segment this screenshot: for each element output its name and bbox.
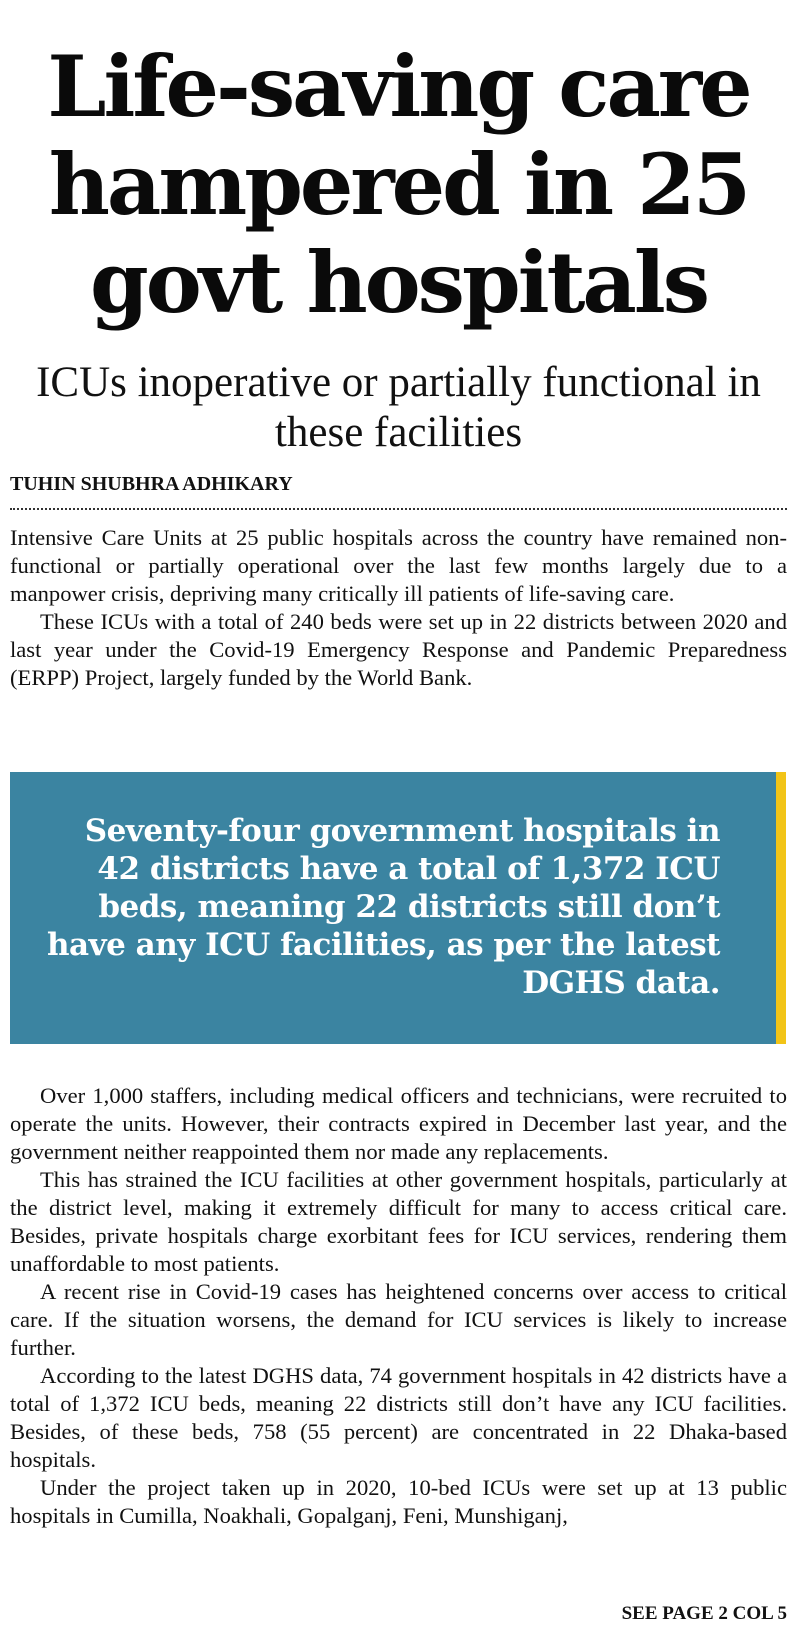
- article-body-bottom: [10, 1082, 787, 1530]
- article-body-top: [10, 524, 787, 692]
- byline: TUHIN SHUBHRA ADHIKARY: [10, 473, 293, 495]
- continuation-reference: SEE PAGE 2 COL 5: [621, 1603, 787, 1624]
- dotted-divider: [10, 508, 787, 510]
- paragraph: These ICUs with a total of 240 beds were set up in 22 districts between 2020 and last year under the Covid-19 Emergency Response and Pandemic Preparedness (ERPP) Project, largely funded by the World Bank.: [10, 609, 787, 690]
- pull-quote-box: [10, 772, 776, 1044]
- paragraph: Intensive Care Units at 25 public hospitals across the country have remained non-functional or partially operational over the last few months largely due to a manpower crisis, depriving many critically ill patients of life-saving care.: [10, 525, 787, 606]
- paragraph: Over 1,000 staffers, including medical officers and technicians, were recruited to operate the units. However, their contracts expired in December last year, and the government neither reappointed them nor made any replacements.: [10, 1083, 787, 1164]
- paragraph: This has strained the ICU facilities at other government hospitals, particularly at the district level, making it extremely difficult for many to access critical care. Besides, private hospitals charge exorbitant fees for ICU services, rendering them unaffordable to most patients.: [10, 1167, 787, 1276]
- paragraph: According to the latest DGHS data, 74 government hospitals in 42 districts have a total of 1,372 ICU beds, meaning 22 districts still don’t have any ICU facilities. Besides, of these beds, 758 (55 percent) are concentrated in 22 Dhaka-based hospitals.: [10, 1363, 787, 1472]
- pull-quote-text: Seventy-four government hospitals in 42 districts have a total of 1,372 ICU beds, meaning 22 districts still don’t have any ICU facilities, as per the latest DGHS data.: [47, 813, 720, 1001]
- subheadline: ICUs inoperative or partially functional in these facilities: [36, 359, 761, 456]
- pull-quote-accent-bar: [776, 772, 786, 1044]
- paragraph: Under the project taken up in 2020, 10-bed ICUs were set up at 13 public hospitals in Cumilla, Noakhali, Gopalganj, Feni, Munshiganj,: [10, 1475, 787, 1528]
- headline: Life-saving care hampered in 25 govt hospitals: [47, 37, 750, 332]
- paragraph: A recent rise in Covid-19 cases has heightened concerns over access to critical care. If the situation worsens, the demand for ICU services is likely to increase further.: [10, 1279, 787, 1360]
